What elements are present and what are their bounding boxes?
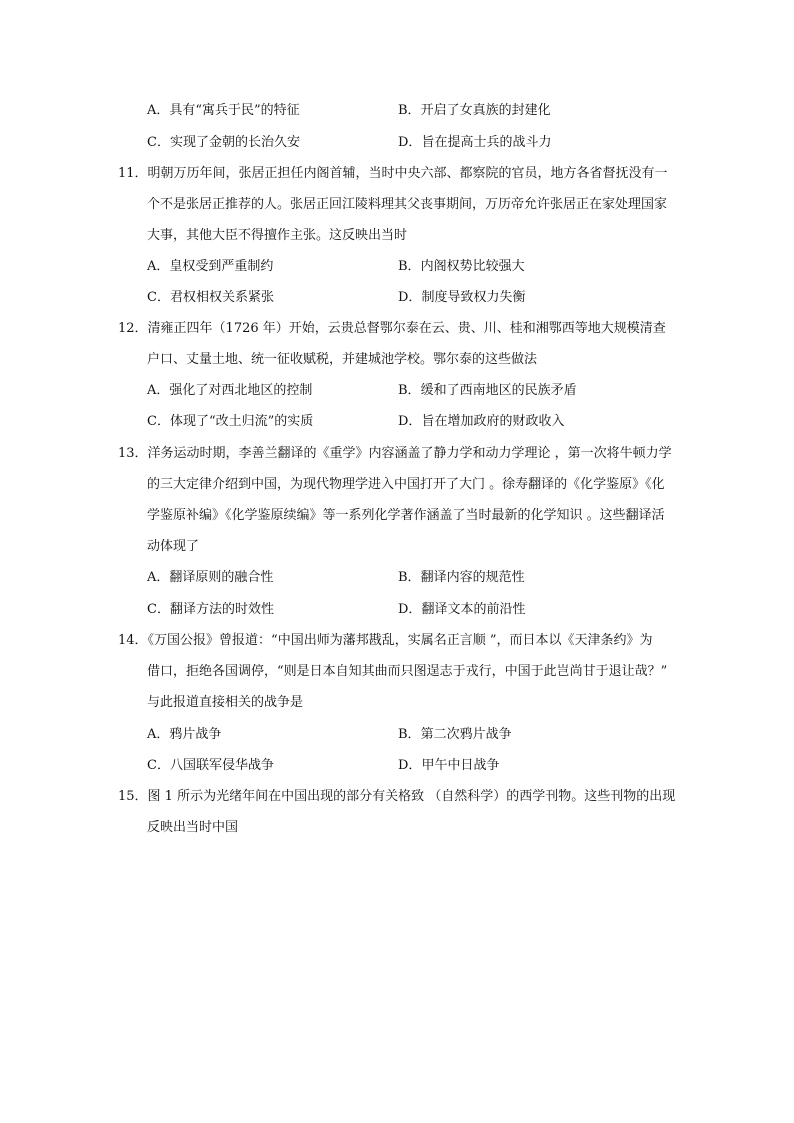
question-number: 15． bbox=[118, 789, 148, 804]
option-d[interactable]: D．旨在增加政府的财政收入 bbox=[398, 414, 565, 429]
question-stem-line: 个不是张居正推荐的人。张居正回江陵料理其父丧事期间，万历帝允许张居正在家处理国家 bbox=[147, 197, 668, 212]
option-c[interactable]: C．翻译方法的时效性 bbox=[147, 602, 274, 617]
option-b[interactable]: B．缓和了西南地区的民族矛盾 bbox=[398, 383, 577, 398]
option-c[interactable]: C．体现了“改土归流”的实质 bbox=[147, 414, 314, 429]
option-a[interactable]: A．鸦片战争 bbox=[147, 727, 222, 742]
option-b[interactable]: B．开启了女真族的封建化 bbox=[398, 103, 551, 118]
question-stem-line: 动体现了 bbox=[147, 539, 200, 554]
option-d[interactable]: D．翻译文本的前沿性 bbox=[398, 602, 526, 617]
question-stem-line: 户口、丈量土地、统一征收赋税，并建城池学校。鄂尔泰的这些做法 bbox=[147, 352, 538, 367]
option-c[interactable]: C．八国联军侵华战争 bbox=[147, 758, 274, 773]
option-c[interactable]: C．实现了金朝的长治久安 bbox=[147, 135, 300, 150]
question-stem-line: 反映出当时中国 bbox=[147, 820, 239, 835]
question-stem-line: 与此报道直接相关的战争是 bbox=[147, 695, 304, 710]
option-a[interactable]: A．翻译原则的融合性 bbox=[147, 570, 274, 585]
question-number: 14． bbox=[118, 633, 148, 648]
option-a[interactable]: A．具有“寓兵于民”的特征 bbox=[147, 103, 300, 118]
question-stem-line: 学鉴原补编》《化学鉴原续编》等一系列化学著作涵盖了当时最新的化学知识 。这些翻译活 bbox=[147, 508, 665, 523]
question-stem-line: 大事，其他大臣不得擅作主张。这反映出当时 bbox=[147, 228, 408, 243]
question-stem-line: 借口，拒绝各国调停，“则是日本自知其曲而只图逞志于戎行，中国于此岂尚甘于退让哉？” bbox=[147, 664, 668, 679]
option-d[interactable]: D．制度导致权力失衡 bbox=[398, 290, 526, 305]
option-d[interactable]: D．甲午中日战争 bbox=[398, 758, 500, 773]
question-stem: 12．清雍正四年（1726 年）开始，云贵总督鄂尔泰在云、贵、川、桂和湘鄂西等地大规模清查 bbox=[118, 321, 666, 336]
question-stem: 15．图 1 所示为光绪年间在中国出现的部分有关格致 （自然科学）的西学刊物。这些刊物的出现 bbox=[118, 789, 676, 804]
question-stem: 13．洋务运动时期，李善兰翻译的《重学》内容涵盖了静力学和动力学理论 ，第一次将牛顿力学 bbox=[118, 446, 672, 461]
option-b[interactable]: B．第二次鸦片战争 bbox=[398, 727, 512, 742]
question-number: 12． bbox=[118, 321, 148, 336]
question-stem: 11．明朝万历年间，张居正担任内阁首辅，当时中央六部、都察院的官员，地方各省督抚没有一 bbox=[118, 166, 668, 181]
option-b[interactable]: B．翻译内容的规范性 bbox=[398, 570, 525, 585]
question-number: 11． bbox=[118, 166, 148, 181]
option-a[interactable]: A．强化了对西北地区的控制 bbox=[147, 383, 313, 398]
option-c[interactable]: C．君权相权关系紧张 bbox=[147, 290, 274, 305]
question-stem-line: 的三大定律介绍到中国，为现代物理学进入中国打开了大门 。徐寿翻译的《化学鉴原》《化 bbox=[147, 477, 665, 492]
option-a[interactable]: A．皇权受到严重制约 bbox=[147, 259, 274, 274]
option-b[interactable]: B．内阁权势比较强大 bbox=[398, 259, 525, 274]
question-number: 13． bbox=[118, 446, 148, 461]
question-stem: 14．《万国公报》曾报道：“中国出师为藩邦戡乱，实属名正言顺 ”，而日本以《天津条约》为 bbox=[118, 633, 653, 648]
option-d[interactable]: D．旨在提高士兵的战斗力 bbox=[398, 135, 552, 150]
